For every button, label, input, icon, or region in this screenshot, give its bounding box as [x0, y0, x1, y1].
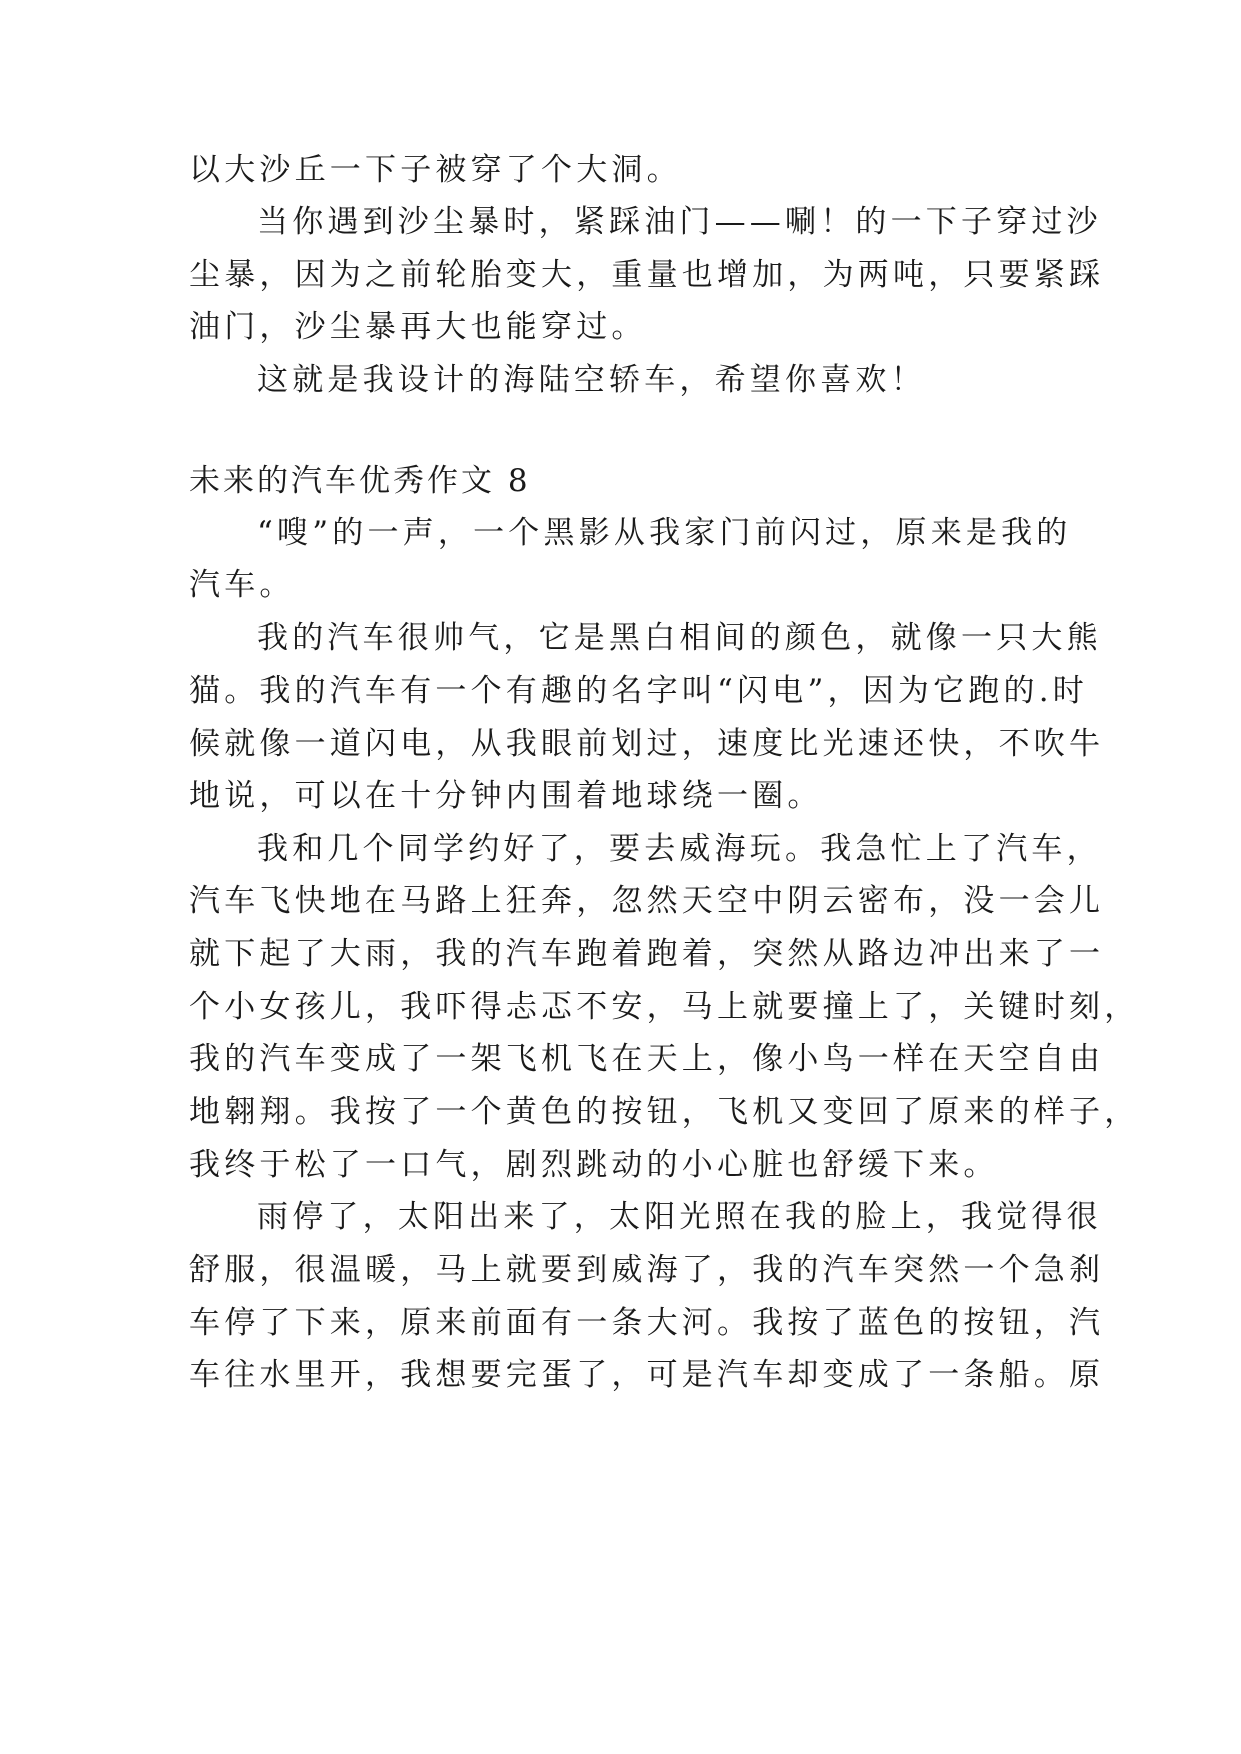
- text-line: 地说，可以在十分钟内围着地球绕一圈。: [189, 778, 823, 814]
- text-line: 汽车。: [189, 567, 295, 603]
- text-line: 尘暴，因为之前轮胎变大，重量也增加，为两吨，只要紧踩: [189, 257, 1105, 293]
- text-line: 舒服，很温暖，马上就要到威海了，我的汽车突然一个急刹: [189, 1252, 1105, 1288]
- text-line: 以大沙丘一下子被穿了个大洞。: [189, 152, 682, 188]
- section-heading: 未来的汽车优秀作文 8: [189, 463, 531, 499]
- text-line: 个小女孩儿，我吓得忐忑不安，马上就要撞上了，关键时刻，: [189, 989, 1140, 1025]
- text-line: 就下起了大雨，我的汽车跑着跑着，突然从路边冲出来了一: [189, 936, 1105, 972]
- text-line: 地翱翔。我按了一个黄色的按钮，飞机又变回了原来的样子，: [189, 1094, 1140, 1130]
- text-line: 候就像一道闪电，从我眼前划过，速度比光速还快，不吹牛: [189, 726, 1105, 762]
- paragraph-start-line: 这就是我设计的海陆空轿车，希望你喜欢！: [257, 362, 926, 398]
- paragraph-start-line: 我和几个同学约好了，要去威海玩。我急忙上了汽车，: [257, 831, 1102, 867]
- text-line: 油门，沙尘暴再大也能穿过。: [189, 309, 647, 345]
- paragraph-start-line: 当你遇到沙尘暴时，紧踩油门——唰！的一下子穿过沙: [257, 204, 1102, 240]
- paragraph-start-line: “嗖”的一声，一个黑影从我家门前闪过，原来是我的: [257, 515, 1072, 551]
- text-line: 我的汽车变成了一架飞机飞在天上，像小鸟一样在天空自由: [189, 1041, 1105, 1077]
- text-line: 汽车飞快地在马路上狂奔，忽然天空中阴云密布，没一会儿: [189, 883, 1105, 919]
- paragraph-start-line: 我的汽车很帅气，它是黑白相间的颜色，就像一只大熊: [257, 620, 1102, 656]
- text-line: 车往水里开，我想要完蛋了，可是汽车却变成了一条船。原: [189, 1357, 1105, 1393]
- paragraph-start-line: 雨停了，太阳出来了，太阳光照在我的脸上，我觉得很: [257, 1199, 1102, 1235]
- text-line: 我终于松了一口气，剧烈跳动的小心脏也舒缓下来。: [189, 1147, 999, 1183]
- text-line: 车停了下来，原来前面有一条大河。我按了蓝色的按钮，汽: [189, 1305, 1105, 1341]
- text-line: 猫。我的汽车有一个有趣的名字叫“闪电”，因为它跑的.时: [189, 673, 1088, 709]
